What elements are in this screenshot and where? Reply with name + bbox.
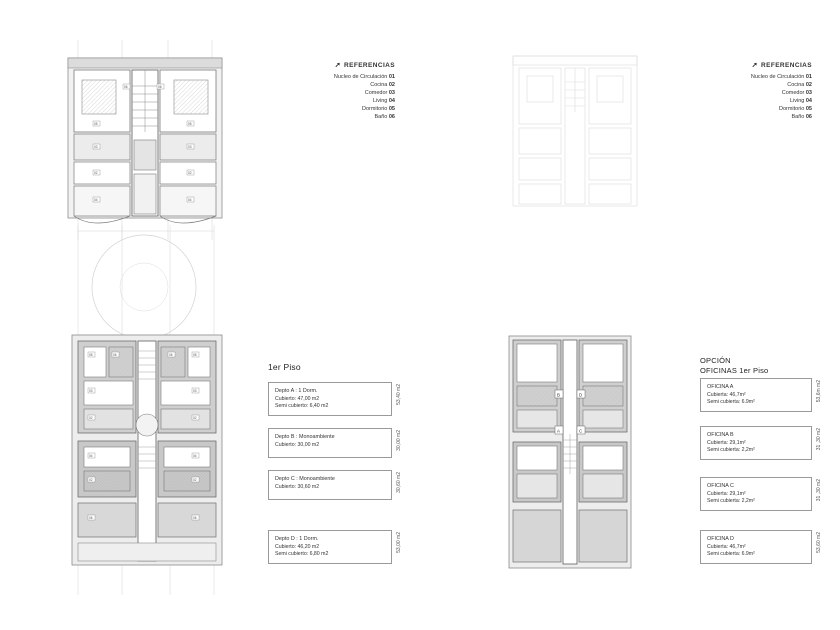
legend-item: Cocina 02	[370, 82, 395, 88]
box-line: OFICINA A	[707, 384, 734, 390]
floor-plan-offices-option	[495, 330, 645, 580]
box-line: Cubierta: 46,7m²	[707, 544, 746, 551]
svg-text:03: 03	[94, 145, 98, 149]
left-info-box-a	[268, 382, 402, 416]
svg-text:02: 02	[193, 416, 197, 420]
floor-plan-schematic-light	[505, 42, 645, 227]
left-info-box-d	[268, 530, 402, 564]
box-line: Cubierta: 46,7m²	[707, 392, 746, 399]
north-arrow-icon: ➚	[334, 62, 341, 69]
legend-item: Living 04	[789, 98, 812, 104]
svg-text:04: 04	[188, 198, 192, 202]
svg-text:04: 04	[89, 454, 93, 458]
svg-text:04: 04	[94, 198, 98, 202]
references-legend-right	[692, 62, 812, 121]
left-info-box-b	[268, 428, 402, 458]
left-info-box-c	[268, 470, 402, 500]
svg-text:06: 06	[169, 353, 173, 357]
right-section-title-line2: OFICINAS 1er Piso	[700, 366, 769, 375]
right-info-box-a	[700, 378, 822, 412]
svg-text:04: 04	[193, 454, 197, 458]
box-line: Semi cubierto: 6,40 m2	[275, 403, 329, 410]
svg-text:D: D	[579, 392, 583, 398]
references-title-right: ➚ REFERENCIAS	[751, 62, 812, 69]
dimension-label: 30,60 m2	[396, 472, 402, 493]
svg-text:06: 06	[89, 516, 93, 520]
svg-text:02: 02	[188, 171, 192, 175]
box-line: Cubierto: 47,00 m2	[275, 396, 320, 403]
svg-text:05: 05	[94, 122, 98, 126]
dimension-label: 31 ,30 m2	[816, 428, 822, 451]
svg-text:03: 03	[89, 389, 93, 393]
box-line: Depto D : 1 Dorm.	[275, 536, 319, 542]
right-info-box-b	[700, 426, 822, 460]
box-line: OFICINA D	[707, 536, 734, 542]
box-line: Semi cubierta: 6.9m²	[707, 551, 755, 558]
svg-text:A: A	[557, 428, 560, 434]
legend-item: Baño 06	[374, 114, 395, 120]
svg-text:02: 02	[89, 478, 93, 482]
references-title-left: ➚ REFERENCIAS	[334, 62, 395, 69]
north-arrow-icon: ➚	[751, 62, 758, 69]
legend-item: Nucleo de Circulación 01	[750, 74, 812, 80]
legend-item: Living 04	[372, 98, 395, 104]
svg-text:05: 05	[89, 353, 93, 357]
box-line: Semi cubierta: 2,2m²	[707, 447, 755, 454]
left-section-title: 1er Piso	[268, 362, 301, 372]
legend-item: Comedor 03	[781, 90, 812, 96]
legend-item: Dormitorio 05	[361, 106, 395, 112]
box-line: Cubierto: 30,60 m2	[275, 484, 320, 491]
svg-text:06: 06	[124, 85, 128, 89]
dimension-label: 53,60 m2	[816, 532, 822, 553]
box-line: OFICINA C	[707, 483, 734, 489]
dimension-label: 53,6m m2	[816, 380, 822, 403]
right-section-title-line1: OPCIÓN	[700, 356, 731, 365]
dimension-label: 53,40 m2	[396, 384, 402, 405]
svg-text:C: C	[579, 428, 583, 434]
svg-text:06: 06	[158, 85, 162, 89]
legend-item: Dormitorio 05	[778, 106, 812, 112]
box-line: Semi cubierto: 6,80 m2	[275, 551, 329, 558]
dimension-label: 30,00 m2	[396, 430, 402, 451]
box-line: Depto B : Monoambiente	[275, 434, 335, 440]
floor-plan-upper-level	[60, 40, 230, 240]
box-line: Semi cubierta: 6.9m²	[707, 399, 755, 406]
box-line: Semi cubierta: 2,2m²	[707, 498, 755, 505]
dimension-label: 53,00 m2	[396, 532, 402, 553]
floor-plan-first-floor-with-site	[52, 225, 252, 595]
box-line: Depto A : 1 Dorm.	[275, 388, 318, 394]
svg-text:06: 06	[113, 353, 117, 357]
svg-text:B: B	[557, 392, 560, 398]
svg-text:06: 06	[193, 516, 197, 520]
legend-item: Baño 06	[791, 114, 812, 120]
svg-text:02: 02	[193, 478, 197, 482]
svg-text:05: 05	[193, 353, 197, 357]
box-line: Cubierto: 30,00 m2	[275, 442, 320, 449]
svg-text:03: 03	[188, 145, 192, 149]
dimension-label: 31 ,30 m2	[816, 479, 822, 502]
svg-text:05: 05	[188, 122, 192, 126]
right-section-title	[700, 356, 768, 376]
legend-item: Cocina 02	[787, 82, 812, 88]
references-legend-left	[275, 62, 395, 121]
svg-text:03: 03	[193, 389, 197, 393]
right-info-box-d	[700, 530, 822, 564]
box-line: Cubierto: 46,20 m2	[275, 544, 320, 551]
box-line: Cubierta: 29,1m²	[707, 491, 746, 498]
box-line: Cubierta: 29,1m²	[707, 440, 746, 447]
right-info-box-c	[700, 477, 822, 511]
legend-item: Comedor 03	[364, 90, 395, 96]
svg-text:02: 02	[94, 171, 98, 175]
box-line: Depto C : Monoambiente	[275, 476, 335, 482]
box-line: OFICINA B	[707, 432, 734, 438]
svg-text:02: 02	[89, 416, 93, 420]
legend-item: Nucleo de Circulación 01	[333, 74, 395, 80]
